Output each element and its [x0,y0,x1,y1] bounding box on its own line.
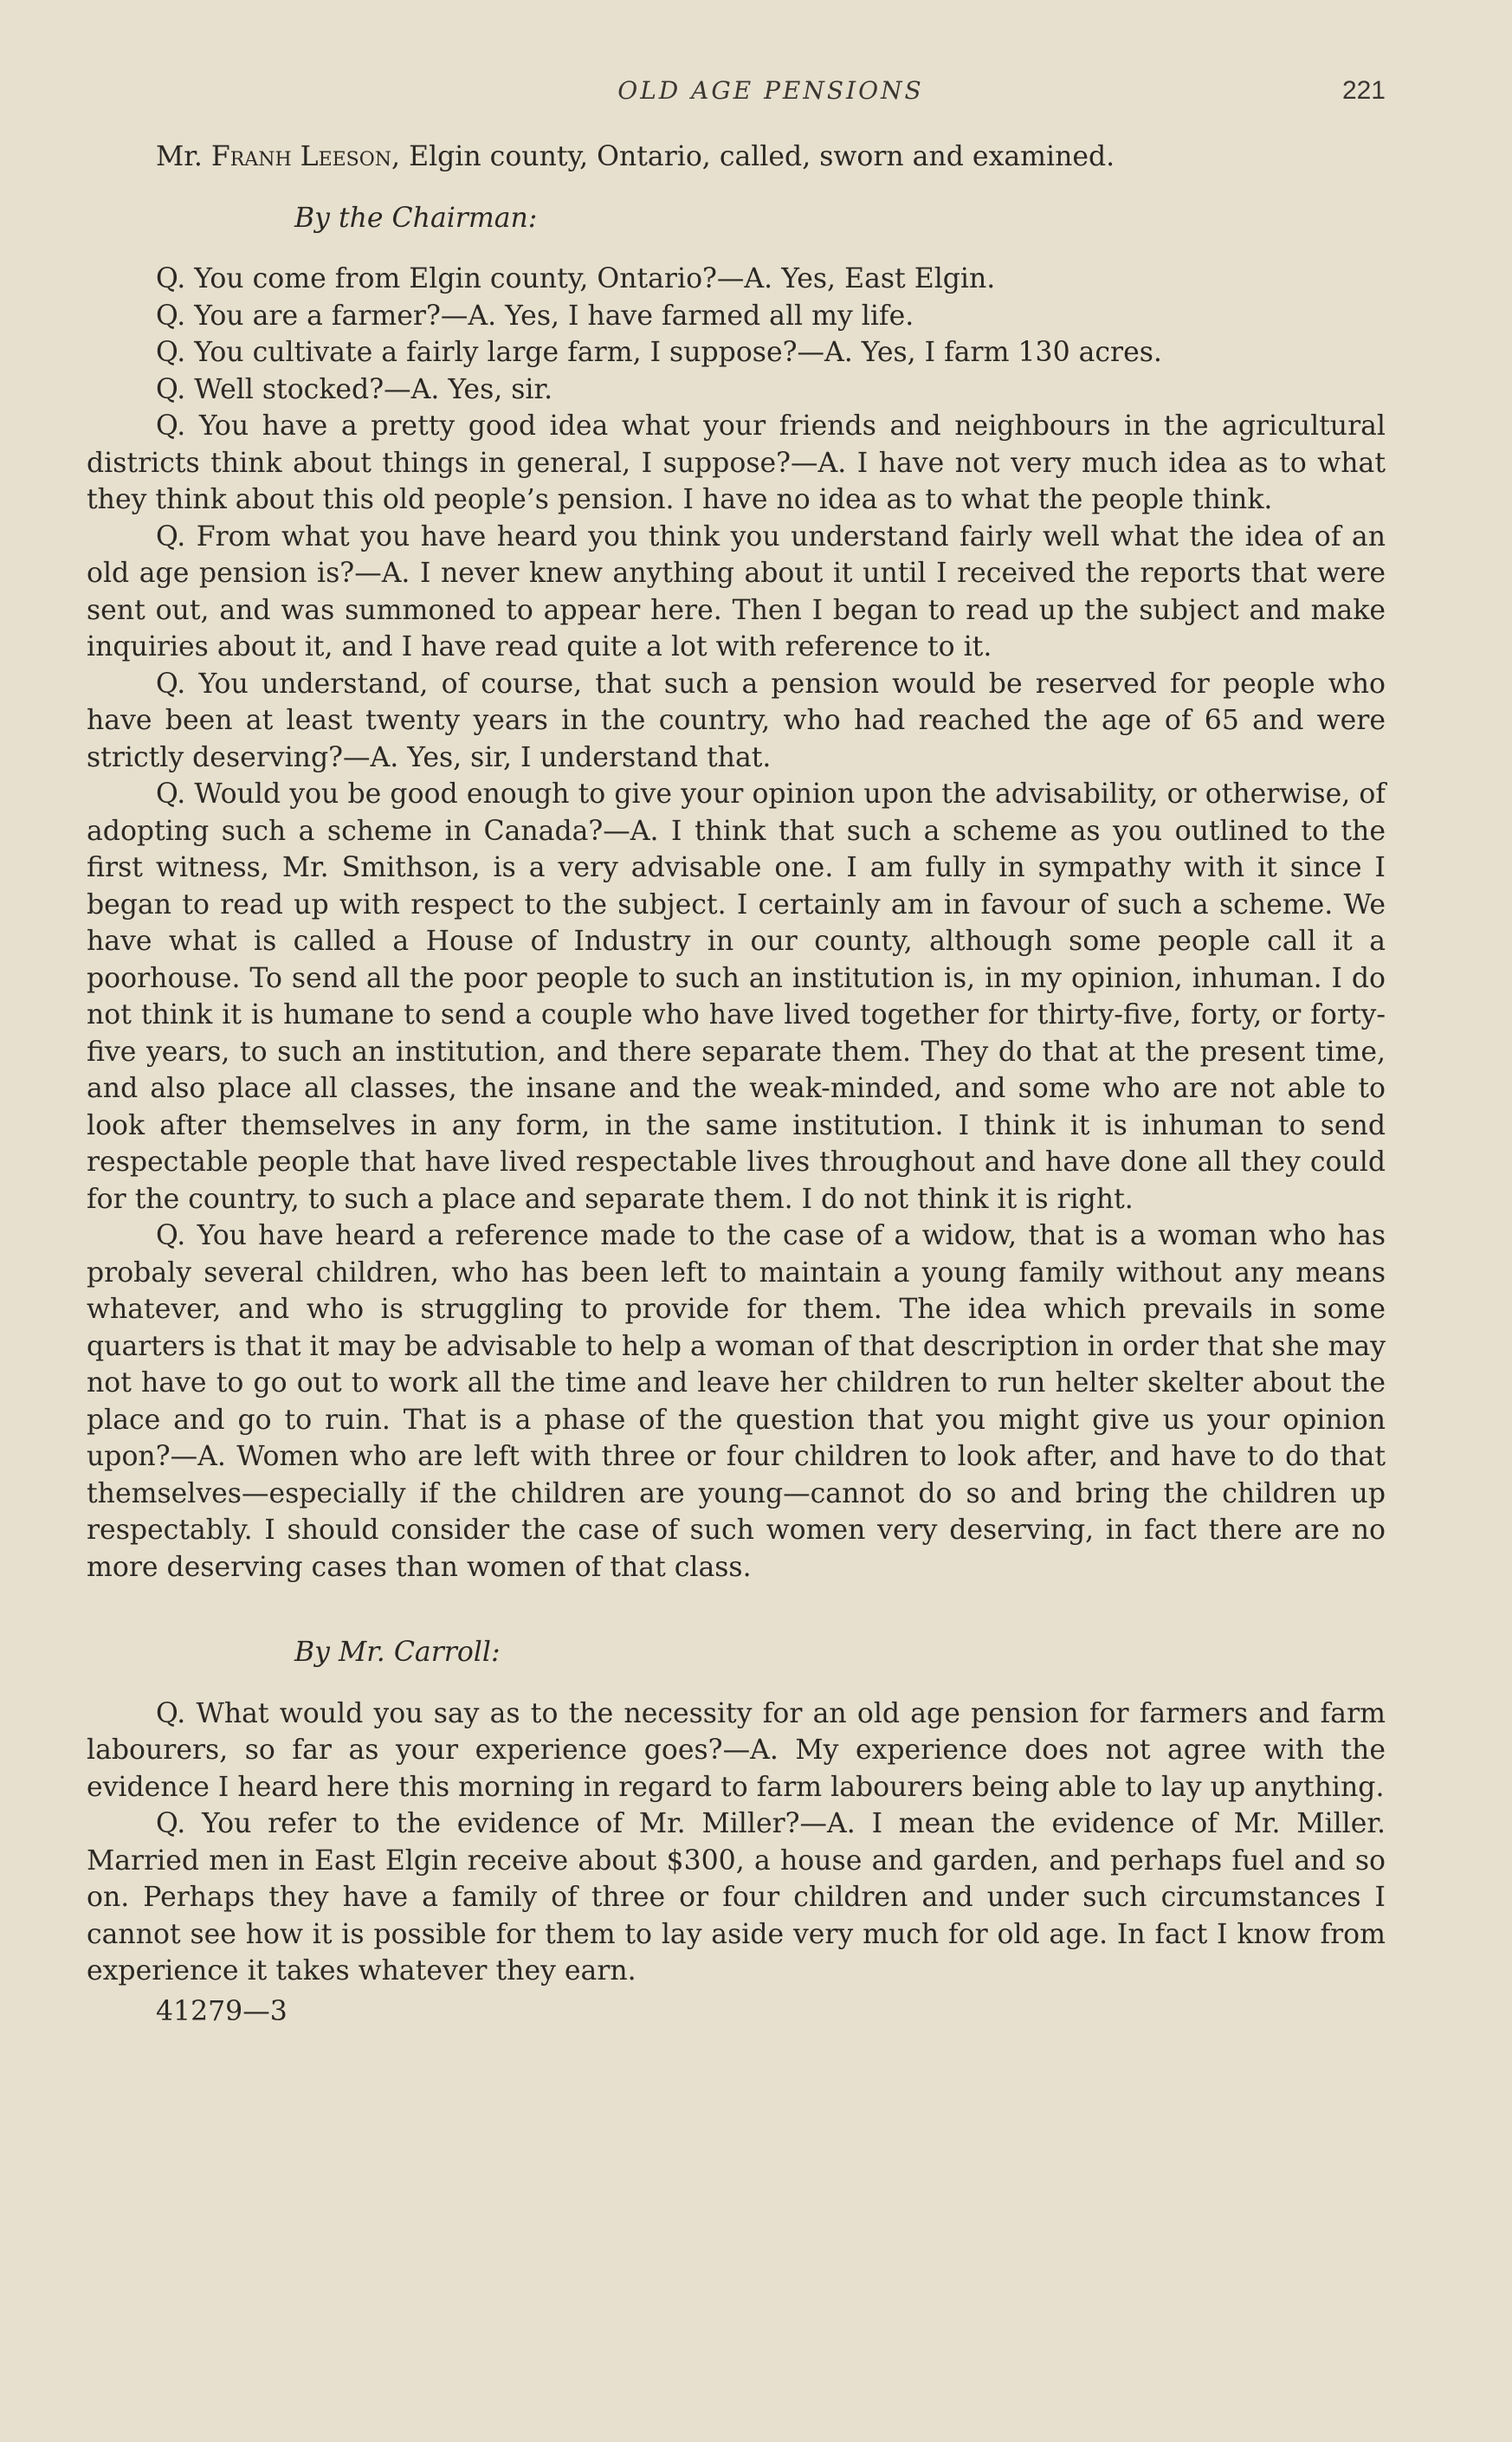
qa-paragraph: Q. What would you say as to the necessity for an old age pension for farmers and farm labourers, so far as your experience goes?—A. My experience does not agree with the evidence I heard here this morning in regard to farm labourers being able to lay up anything. [87,1697,1386,1803]
qa-paragraph: Q. You cultivate a fairly large farm, I suppose?—A. Yes, I farm 130 acres. [156,337,1162,368]
page-header [156,76,1386,111]
qa-paragraph: Q. You are a farmer?—A. Yes, I have farmed all my life. [156,300,914,332]
spacer [87,1586,1386,1634]
running-title: OLD AGE PENSIONS [617,76,924,105]
qa-paragraph: Q. You refer to the evidence of Mr. Miller?—A. I mean the evidence of Mr. Miller. Married men in East Elgin receive about $300, a house and garden, and perhaps fuel and so on. Perhaps they have a family of three or four children and under such circumstances I cannot see how it is possible for them to lay aside very much for old age. In fact I know from experience it takes whatever they earn. [87,1808,1386,1987]
spacer [87,1671,1386,1696]
section-heading-chairman: By the Chairman: [294,202,538,234]
page-number: 221 [1341,76,1386,105]
qa-paragraph: Q. You have heard a reference made to the case of a widow, that is a woman who has probaly several children, who has been left to maintain a young family without any means whatever, and who is struggling to provide for them. The idea which prevails in some quarters is that it may be advisable to help a woman of that description in order that she may not have to go out to work all the time and leave her children to run helter skelter about the place and go to ruin. That is a phase of the question that you might give us your opinion upon?—A. Women who are left with three or four children to look after, and have to do that themselves—especially if the children are young—cannot do so and bring the children up respectably. I should consider the case of such women very deserving, in fact there are no more deserving cases than women of that class. [87,1220,1386,1583]
spacer [87,236,1386,261]
section-heading-carroll: By Mr. Carroll: [294,1637,501,1668]
qa-paragraph: Q. Would you be good enough to give your opinion upon the advisability, or otherwise, of adopting such a scheme in Canada?—A. I think that such a scheme as you outlined to the first witness, Mr. Smithson, is a very advisable one. I am fully in sympathy with it since I began to read up with respect to the subject. I certainly am in favour of such a scheme. We have what is called a House of Industry in our county, although some people call it a poorhouse. To send all the poor people to such an institution is, in my opinion, inhuman. I do not think it is humane to send a couple who have lived together for thirty-five, forty, or forty-five years, to such an institution, and there separate them. They do that at the present time, and also place all classes, the insane and the weak-minded, and some who are not able to look after themselves in any form, in the same institution. I think it is inhuman to send respectable people that have lived respectable lives throughout and have done all they could for the country, to such a place and separate them. I do not think it is right. [87,778,1386,1215]
document-body [87,139,1386,2030]
qa-paragraph: Q. From what you have heard you think you understand fairly well what the idea of an old age pension is?—A. I never knew anything about it until I received the reports that were sent out, and was summoned to appear here. Then I began to read up the subject and make inquiries about it, and I have read quite a lot with reference to it. [87,520,1386,662]
qa-paragraph: Q. You understand, of course, that such a pension would be reserved for people who have been at least twenty years in the country, who had reached the age of 65 and were strictly deserving?—A. Yes, sir, I understand that. [87,668,1386,773]
qa-paragraph: Q. You come from Elgin county, Ontario?—A. Yes, East Elgin. [156,263,996,294]
witness-intro [87,139,1386,176]
witness-rest: Elgin county, Ontario, called, sworn and examined. [400,141,1115,172]
witness-name: Franh Leeson, [210,141,401,172]
qa-paragraph: Q. Well stocked?—A. Yes, sir. [156,373,553,405]
witness-prefix: Mr. [156,141,211,172]
qa-paragraph: Q. You have a pretty good idea what your friends and neighbours in the agricultural districts think about things in general, I suppose?—A. I have not very much idea as to what they think about this old people’s pension. I have no idea as to what the people think. [87,410,1386,515]
spacer [87,176,1386,200]
print-code: 41279—3 [156,1995,288,2027]
